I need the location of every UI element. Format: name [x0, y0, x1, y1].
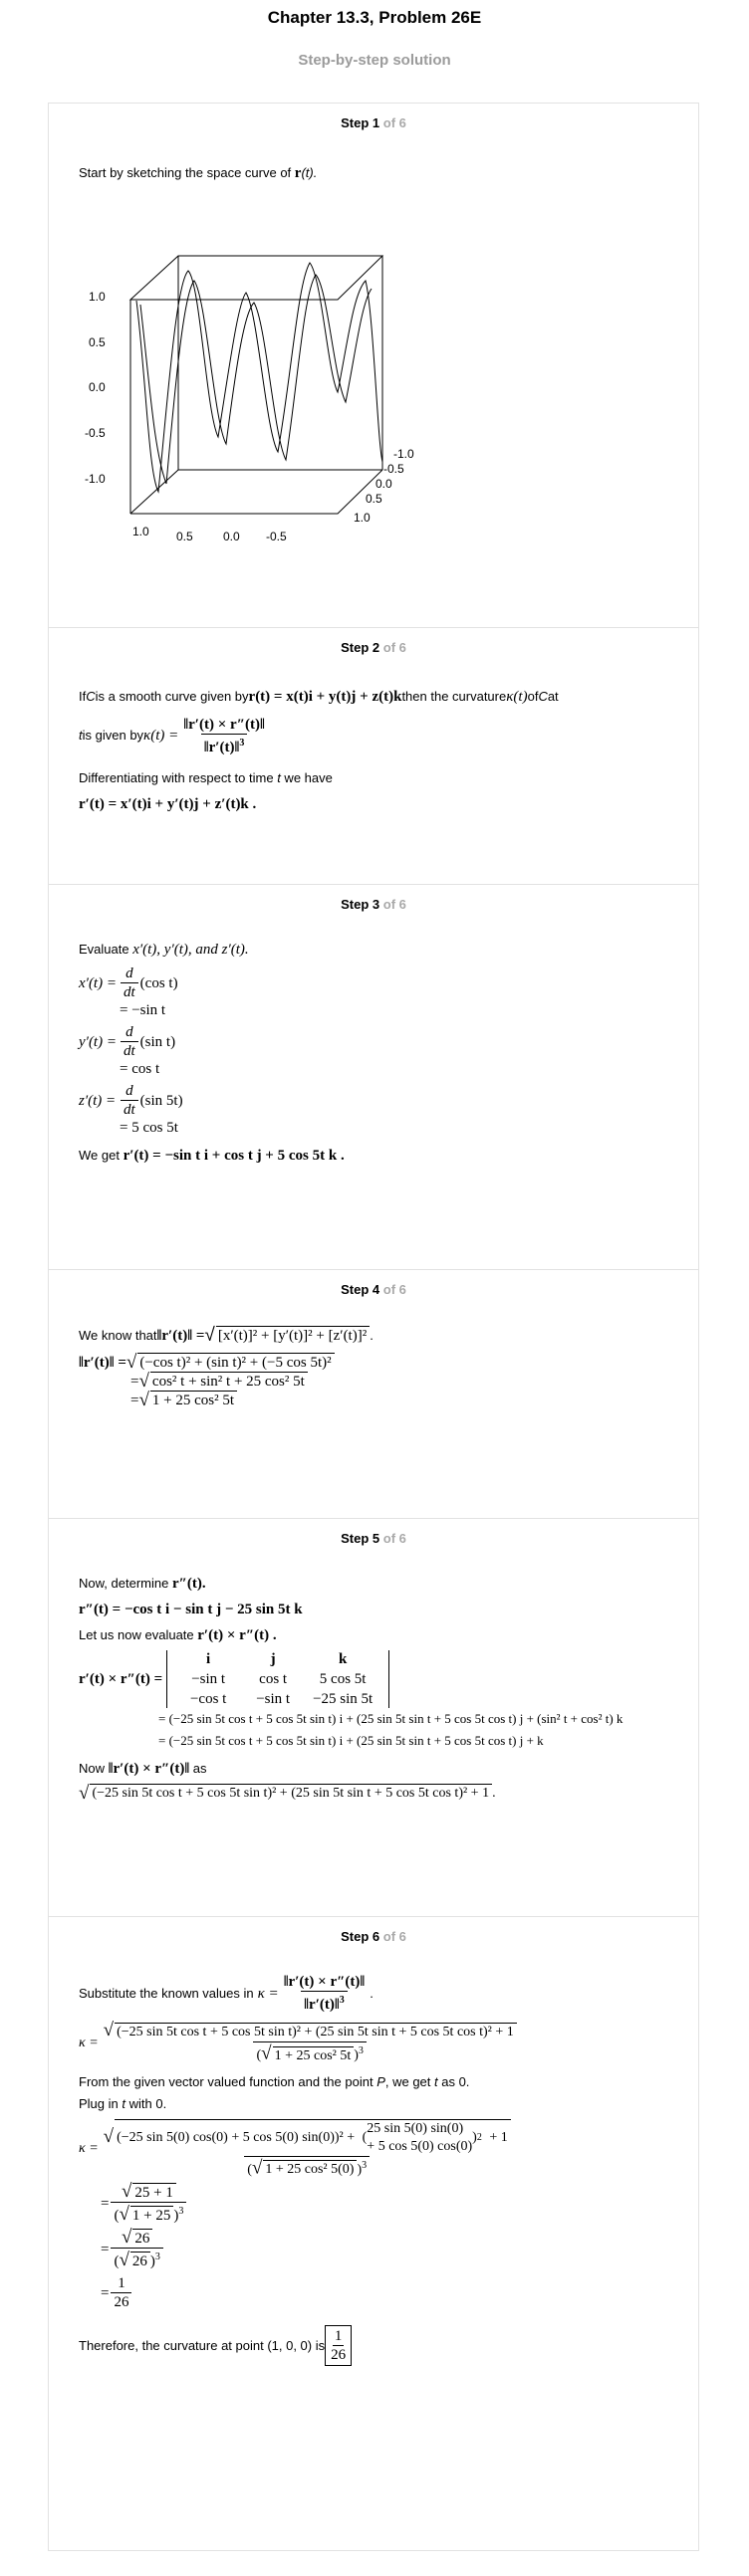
- y-tick: 1.0: [354, 511, 371, 525]
- step-2-body: If C is a smooth curve given by r(t) = x(t)i + y(t)j + z(t)k then the curvature κ(t) of C at t is given by κ(t) = $\frac{‖r'(t) \times r''(t)‖}{‖r'(t)‖^3}$ Differentiating with respect to time t we have r′(t) = x′(t)i + y′(t)j + z′(t)k .: [79, 684, 678, 813]
- final-answer-box: 1 26: [325, 2325, 352, 2366]
- x-tick: 1.0: [132, 525, 149, 538]
- step-1-text: Start by sketching the space curve of r(t).: [79, 165, 318, 181]
- step-3-card: [48, 884, 699, 1269]
- page-subtitle: Step-by-step solution: [298, 52, 451, 69]
- step-3-body: Evaluate x′(t), y′(t), and z′(t). x′(t) = $\frac{d}{dt}$ (cos t) = −sin t y′(t) = $\frac{d}{dt}$ (sin t) = cos t z′(t) = $\frac{d}{dt}$ (sin 5t) = 5 cos 5t We get r′(t) = −sin t i + cos t j + 5 cos 5t k .: [79, 942, 345, 1164]
- step-3-heading: Step 3 of 6: [341, 897, 406, 912]
- step-1-heading: Step 1 of 6: [341, 115, 406, 130]
- page-title: Chapter 13.3, Problem 26E: [267, 8, 482, 27]
- y-tick: -1.0: [393, 447, 414, 461]
- curve-front: [140, 275, 372, 484]
- step-5-heading: Step 5 of 6: [341, 1531, 406, 1546]
- step-6-body: Substitute the known values in κ = $\frac{‖r'(t) \times r''(t)‖}{‖r'(t)‖^3}$ . κ = √ (−25 sin 5t cos t + 5 cos 5t sin t)² + (25 sin 5t sin t + 5 cos 5t cos t)² + 1 (√ 1 + 25 cos² 5t )$^3$ From the given vector valued function and the point P, we get t as 0. Plug in t with 0. κ = √ (−25 sin 5(0) cos(0) + 5 cos 5(0) sin(0))² + ( 25 sin 5(0) sin(0) + 5 cos 5(0) cos(0) ) 2 + 1 (√ 1 + 25 cos² 5(0) )$^3$ = $\frac{√ 25 + 1}{(√ 1 + 25 )^3}$ = $\frac{√ 26}{(√ 26 )^3}$ = $\frac{1}{26}$ Therefore, the curvature at point (1, 0, 0) is 1 26: [79, 1973, 678, 2366]
- curve-equation: r(t) = x(t)i + y(t)j + z(t)k: [248, 689, 402, 705]
- step-4-card: [48, 1269, 699, 1518]
- y-tick: 0.0: [375, 477, 392, 491]
- rprime-general: r′(t) = x′(t)i + y′(t)j + z′(t)k .: [79, 796, 257, 812]
- step-1-card: [48, 103, 699, 627]
- cross-product-determinant: i j k −sin t cos t 5 cos 5t −cos t −sin t −25 sin 5t: [166, 1650, 389, 1708]
- y-tick: -0.5: [383, 462, 404, 476]
- step-4-heading: Step 4 of 6: [341, 1282, 406, 1297]
- z-tick: 0.5: [89, 335, 106, 349]
- curvature-formula: $\frac{‖r'(t) \times r''(t)‖}{‖r'(t)‖^3}$: [183, 716, 265, 755]
- space-curve-plot: [49, 223, 700, 541]
- curve-back: [136, 263, 382, 492]
- plot-box-top: [130, 256, 382, 300]
- z-tick: 0.0: [89, 380, 106, 394]
- step-6-card: [48, 1916, 699, 2551]
- x-tick: 0.0: [223, 530, 240, 541]
- z-tick: 1.0: [89, 290, 106, 304]
- y-tick: 0.5: [366, 492, 382, 506]
- step-2-card: [48, 627, 699, 884]
- step-5-card: [48, 1518, 699, 1916]
- step-4-body: We know that ‖r′(t)‖ = √ [x′(t)]² + [y′(t)]² + [z′(t)]² . ‖r′(t)‖ = √ (−cos t)² + (sin t)² + (−5 cos 5t)² = √ cos² t + sin² t + 25 cos² 5t = √ 1 + 25 cos² 5t: [79, 1324, 374, 1410]
- step-2-heading: Step 2 of 6: [341, 640, 406, 655]
- x-tick: 0.5: [176, 530, 193, 541]
- x-tick: -0.5: [266, 530, 287, 541]
- z-tick: -0.5: [85, 426, 106, 440]
- step-5-body: Now, determine r″(t). r″(t) = −cos t i − sin t j − 25 sin 5t k Let us now evaluate r′(t) × r″(t) . r′(t) × r″(t) = i j k −sin t cos t 5 cos 5t −cos t −sin t −25 sin 5t = (−25 sin 5t cos t + 5 cos 5t sin t) i + (25 sin 5t sin t + 5 cos 5t cos t) j + (sin² t + cos² t) k = (−25 sin 5t cos t + 5 cos 5t sin t) i + (25 sin 5t sin t + 5 cos 5t cos t) j + k Now ‖r′(t) × r″(t)‖ as √ (−25 sin 5t cos t + 5 cos 5t sin t)² + (25 sin 5t sin t + 5 cos 5t cos t)² + 1 .: [79, 1576, 624, 1804]
- step-6-heading: Step 6 of 6: [341, 1929, 406, 1944]
- z-tick: -1.0: [85, 472, 106, 486]
